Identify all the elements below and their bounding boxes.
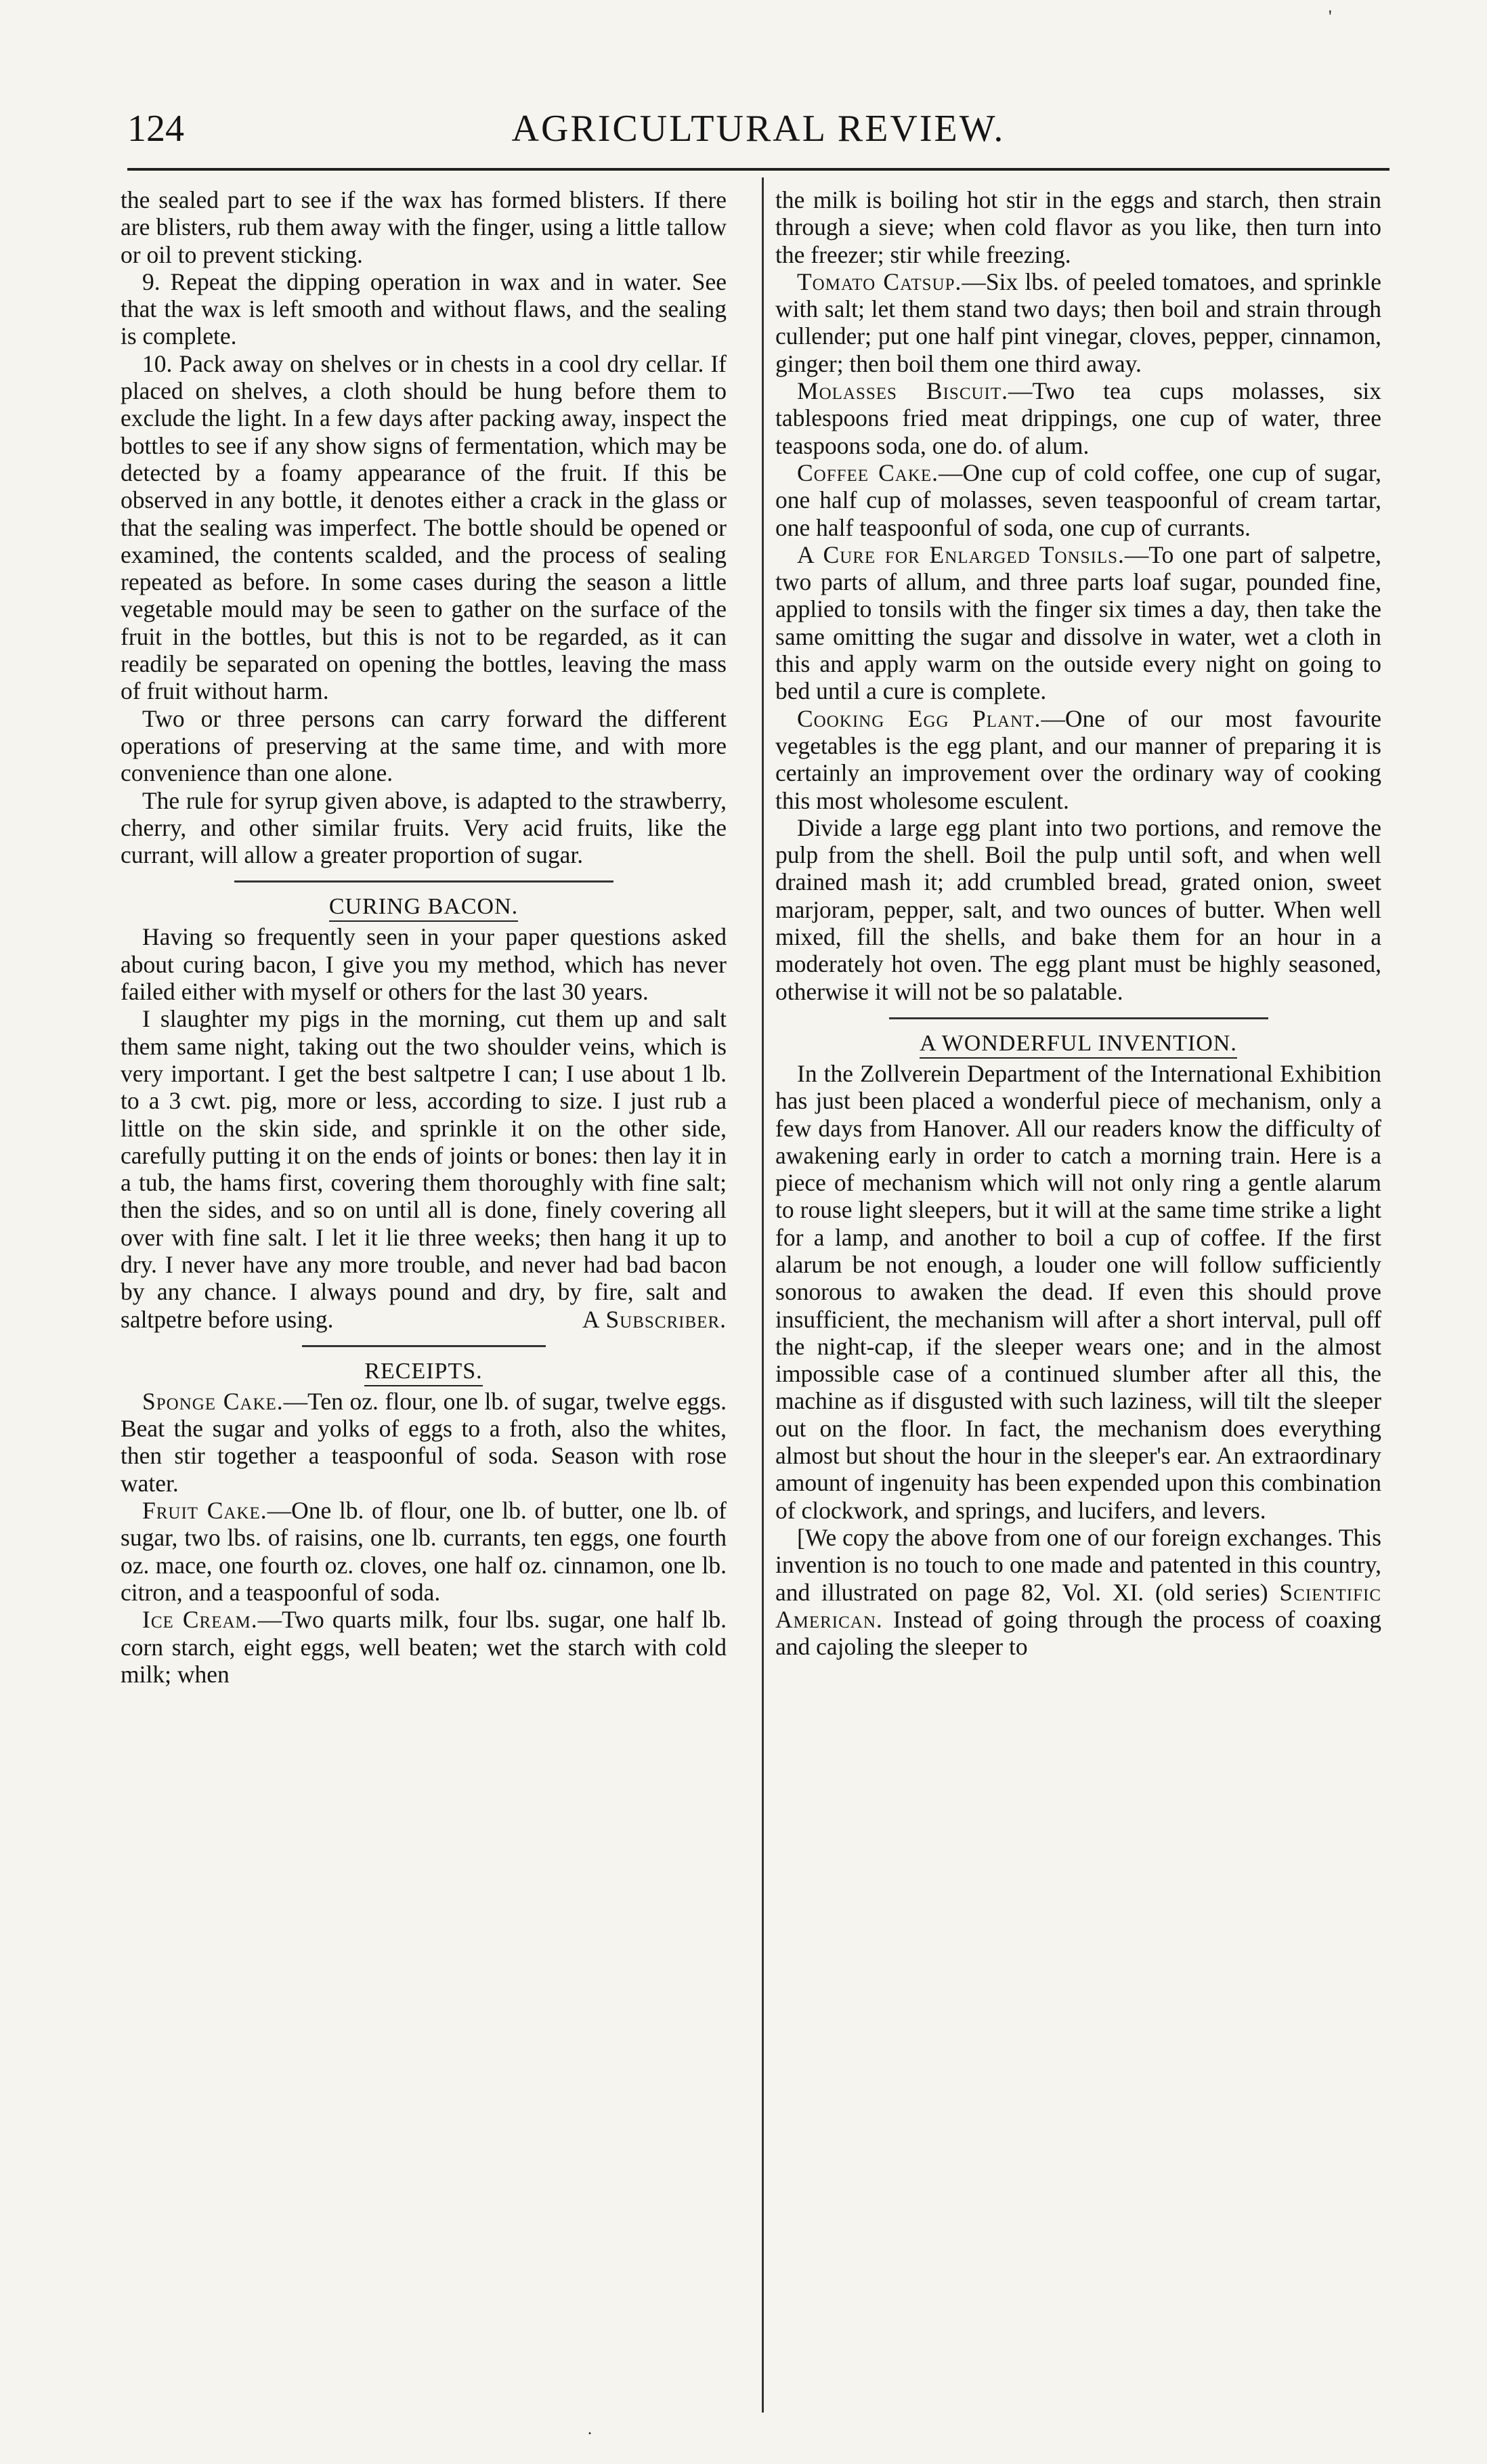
paragraph: the sealed part to see if the wax has formed blisters. If there are blisters, rub them away with the finger, using a little tallow or oil to prevent sticking. xyxy=(121,186,727,268)
paragraph: Having so frequently seen in your paper questions asked about curing bacon, I give you my method, which has never failed either with myself or others for the last 30 years. xyxy=(121,923,727,1006)
section-heading-receipts: RECEIPTS. xyxy=(121,1357,727,1386)
paragraph: I slaughter my pigs in the morning, cut them up and salt them same night, taking out the two shoulder veins, which is very important. I get the best saltpetre I can; I use about 1 lb. to a 3 cwt. pig, more or less, according to size. I just rub a little on the skin side, and sprinkle it on the other side, carefully putting it on the ends of joints or bones: then lay it in a tub, the hams first, covering them thoroughly with fine salt; then the sides, and so on until all is done, finely covering all over with fine salt. I let it lie three weeks; then hang it up to dry. I never have any more trouble, and never had bad bacon by any chance. I always pound and dry, by fire, salt and saltpetre before using. A Subscriber. xyxy=(121,1005,727,1333)
paragraph: In the Zollverein Department of the International Exhibition has just been placed a wonderful piece of mechanism, only a few days from Hanover. All our readers know the difficulty of awakening early in order to catch a morning train. Here is a piece of mechanism which will not only ring a gentle alarum to rouse light sleepers, but it will at the same time strike a light for a lamp, and another to boil a cup of coffee. If the first alarum be not enough, a louder one will follow sufficiently sonorous to awaken the dead. If even this should prove insufficient, the mechanism will after a short interval, pull off the night-cap, if the sleeper wears one; and in the almost impossible case of a continued slumber after all this, the machine as if disgusted with such laziness, will tilt the sleeper out on the floor. In fact, the mechanism does everything almost but shout the hour in the sleeper's ear. An extraordinary amount of ingenuity has been expended upon this combination of clockwork, and springs, and lucifers, and levers. xyxy=(775,1059,1381,1524)
recipe-fruit-cake: Fruit Cake.—One lb. of flour, one lb. of butter, one lb. of sugar, two lbs. of raisins, one lb. currants, ten eggs, one fourth oz. mace, one fourth oz. cloves, one half oz. cinnamon, one lb. citron, and a teaspoonful of soda. xyxy=(121,1497,727,1606)
header-rule xyxy=(127,168,1389,171)
paragraph: [We copy the above from one of our foreign exchanges. This invention is no touch to one made and patented in this country, and illustrated on page 82, Vol. XI. (old series) Scientific American. Instead of going through the process of coaxing and cajoling the sleeper to xyxy=(775,1523,1381,1661)
paragraph: the milk is boiling hot stir in the eggs and starch, then strain through a sieve; when cold flavor as you like, then turn into the freezer; stir while freezing. xyxy=(775,186,1381,268)
recipe-tonsils-cure: A Cure for Enlarged Tonsils.—To one part of salpetre, two parts of allum, and three parts loaf sugar, pounded fine, applied to tonsils with the finger six times a day, then take the same omitting the sugar and dissolve in water, wet a cloth in this and apply warm on the outside every night on going to bed until a cure is complete. xyxy=(775,540,1381,705)
recipe-coffee-cake: Coffee Cake.—One cup of cold coffee, one cup of sugar, one half cup of molasses, seven teaspoonful of cream tartar, one half teaspoonful of soda, one cup of currants. xyxy=(775,459,1382,541)
page-header xyxy=(127,102,1389,156)
footer-mark: . xyxy=(588,2421,592,2438)
signature: A Subscriber. xyxy=(582,1305,727,1333)
section-heading-wonderful-invention: A WONDERFUL INVENTION. xyxy=(775,1029,1381,1059)
left-column xyxy=(121,186,727,1688)
section-rule xyxy=(234,880,613,883)
paragraph: 9. Repeat the dipping operation in wax and in water. See that the wax is left smooth and without flaws, and the sealing is complete. xyxy=(121,268,727,350)
recipe-molasses-biscuit: Molasses Biscuit.—Two tea cups molasses, six tablespoons fried meat drippings, one cup of water, three teaspoons soda, one do. of alum. xyxy=(775,377,1381,459)
paragraph: Divide a large egg plant into two portions, and remove the pulp from the shell. Boil the pulp until soft, and when well drained mash it; add crumbled bread, grated onion, sweet marjoram, pepper, salt, and two ounces of butter. When well mixed, fill the shells, and bake them for an hour in a moderately hot oven. The egg plant must be highly seasoned, otherwise it will not be so palatable. xyxy=(775,813,1381,1005)
recipe-ice-cream: Ice Cream.—Two quarts milk, four lbs. sugar, one half lb. corn starch, eight eggs, well beaten; wet the starch with cold milk; when xyxy=(121,1606,727,1688)
section-rule xyxy=(302,1345,546,1347)
paragraph: Two or three persons can carry forward the different operations of preserving at the same time, and with more convenience than one alone. xyxy=(121,704,727,787)
corner-mark: ' xyxy=(1329,7,1332,26)
recipe-egg-plant: Cooking Egg Plant.—One of our most favourite vegetables is the egg plant, and our manner of preparing it is certainly an improvement over the ordinary way of cooking this most wholesome esculent. xyxy=(775,704,1381,814)
section-heading-curing-bacon: CURING BACON. xyxy=(121,892,727,922)
running-title: AGRICULTURAL REVIEW. xyxy=(511,108,1006,150)
section-rule xyxy=(889,1017,1268,1019)
recipe-tomato-catsup: Tomato Catsup.—Six lbs. of peeled tomatoes, and sprinkle with salt; let them stand two days; then boil and strain through cullender; put one half pint vinegar, cloves, pepper, cinnamon, ginger; then boil them one third away. xyxy=(775,268,1381,377)
right-column xyxy=(775,186,1381,1660)
paragraph: 10. Pack away on shelves or in chests in a cool dry cellar. If placed on shelves, a cloth should be hung before them to exclude the light. In a few days after packing away, inspect the bottles to see if any show signs of fermentation, which may be detected by a foamy appearance of the fruit. If this be observed in any bottle, it denotes either a crack in the glass or that the sealing was imperfect. The bottle should be opened or examined, the contents scalded, and the process of sealing repeated as before. In some cases during the season a little vegetable mould may be seen to gather on the surface of the fruit in the bottles, but this is not to be regarded, as it can readily be separated on opening the bottles, leaving the mass of fruit without harm. xyxy=(121,349,727,705)
recipe-sponge-cake: Sponge Cake.—Ten oz. flour, one lb. of sugar, twelve eggs. Beat the sugar and yolks of eggs to a froth, also the whites, then stir together a teaspoonful of soda. Season with rose water. xyxy=(121,1387,727,1497)
paragraph: The rule for syrup given above, is adapted to the strawberry, cherry, and other similar fruits. Very acid fruits, like the currant, will allow a greater proportion of sugar. xyxy=(121,786,727,869)
page-number: 124 xyxy=(127,108,184,150)
column-rule xyxy=(762,177,764,2413)
